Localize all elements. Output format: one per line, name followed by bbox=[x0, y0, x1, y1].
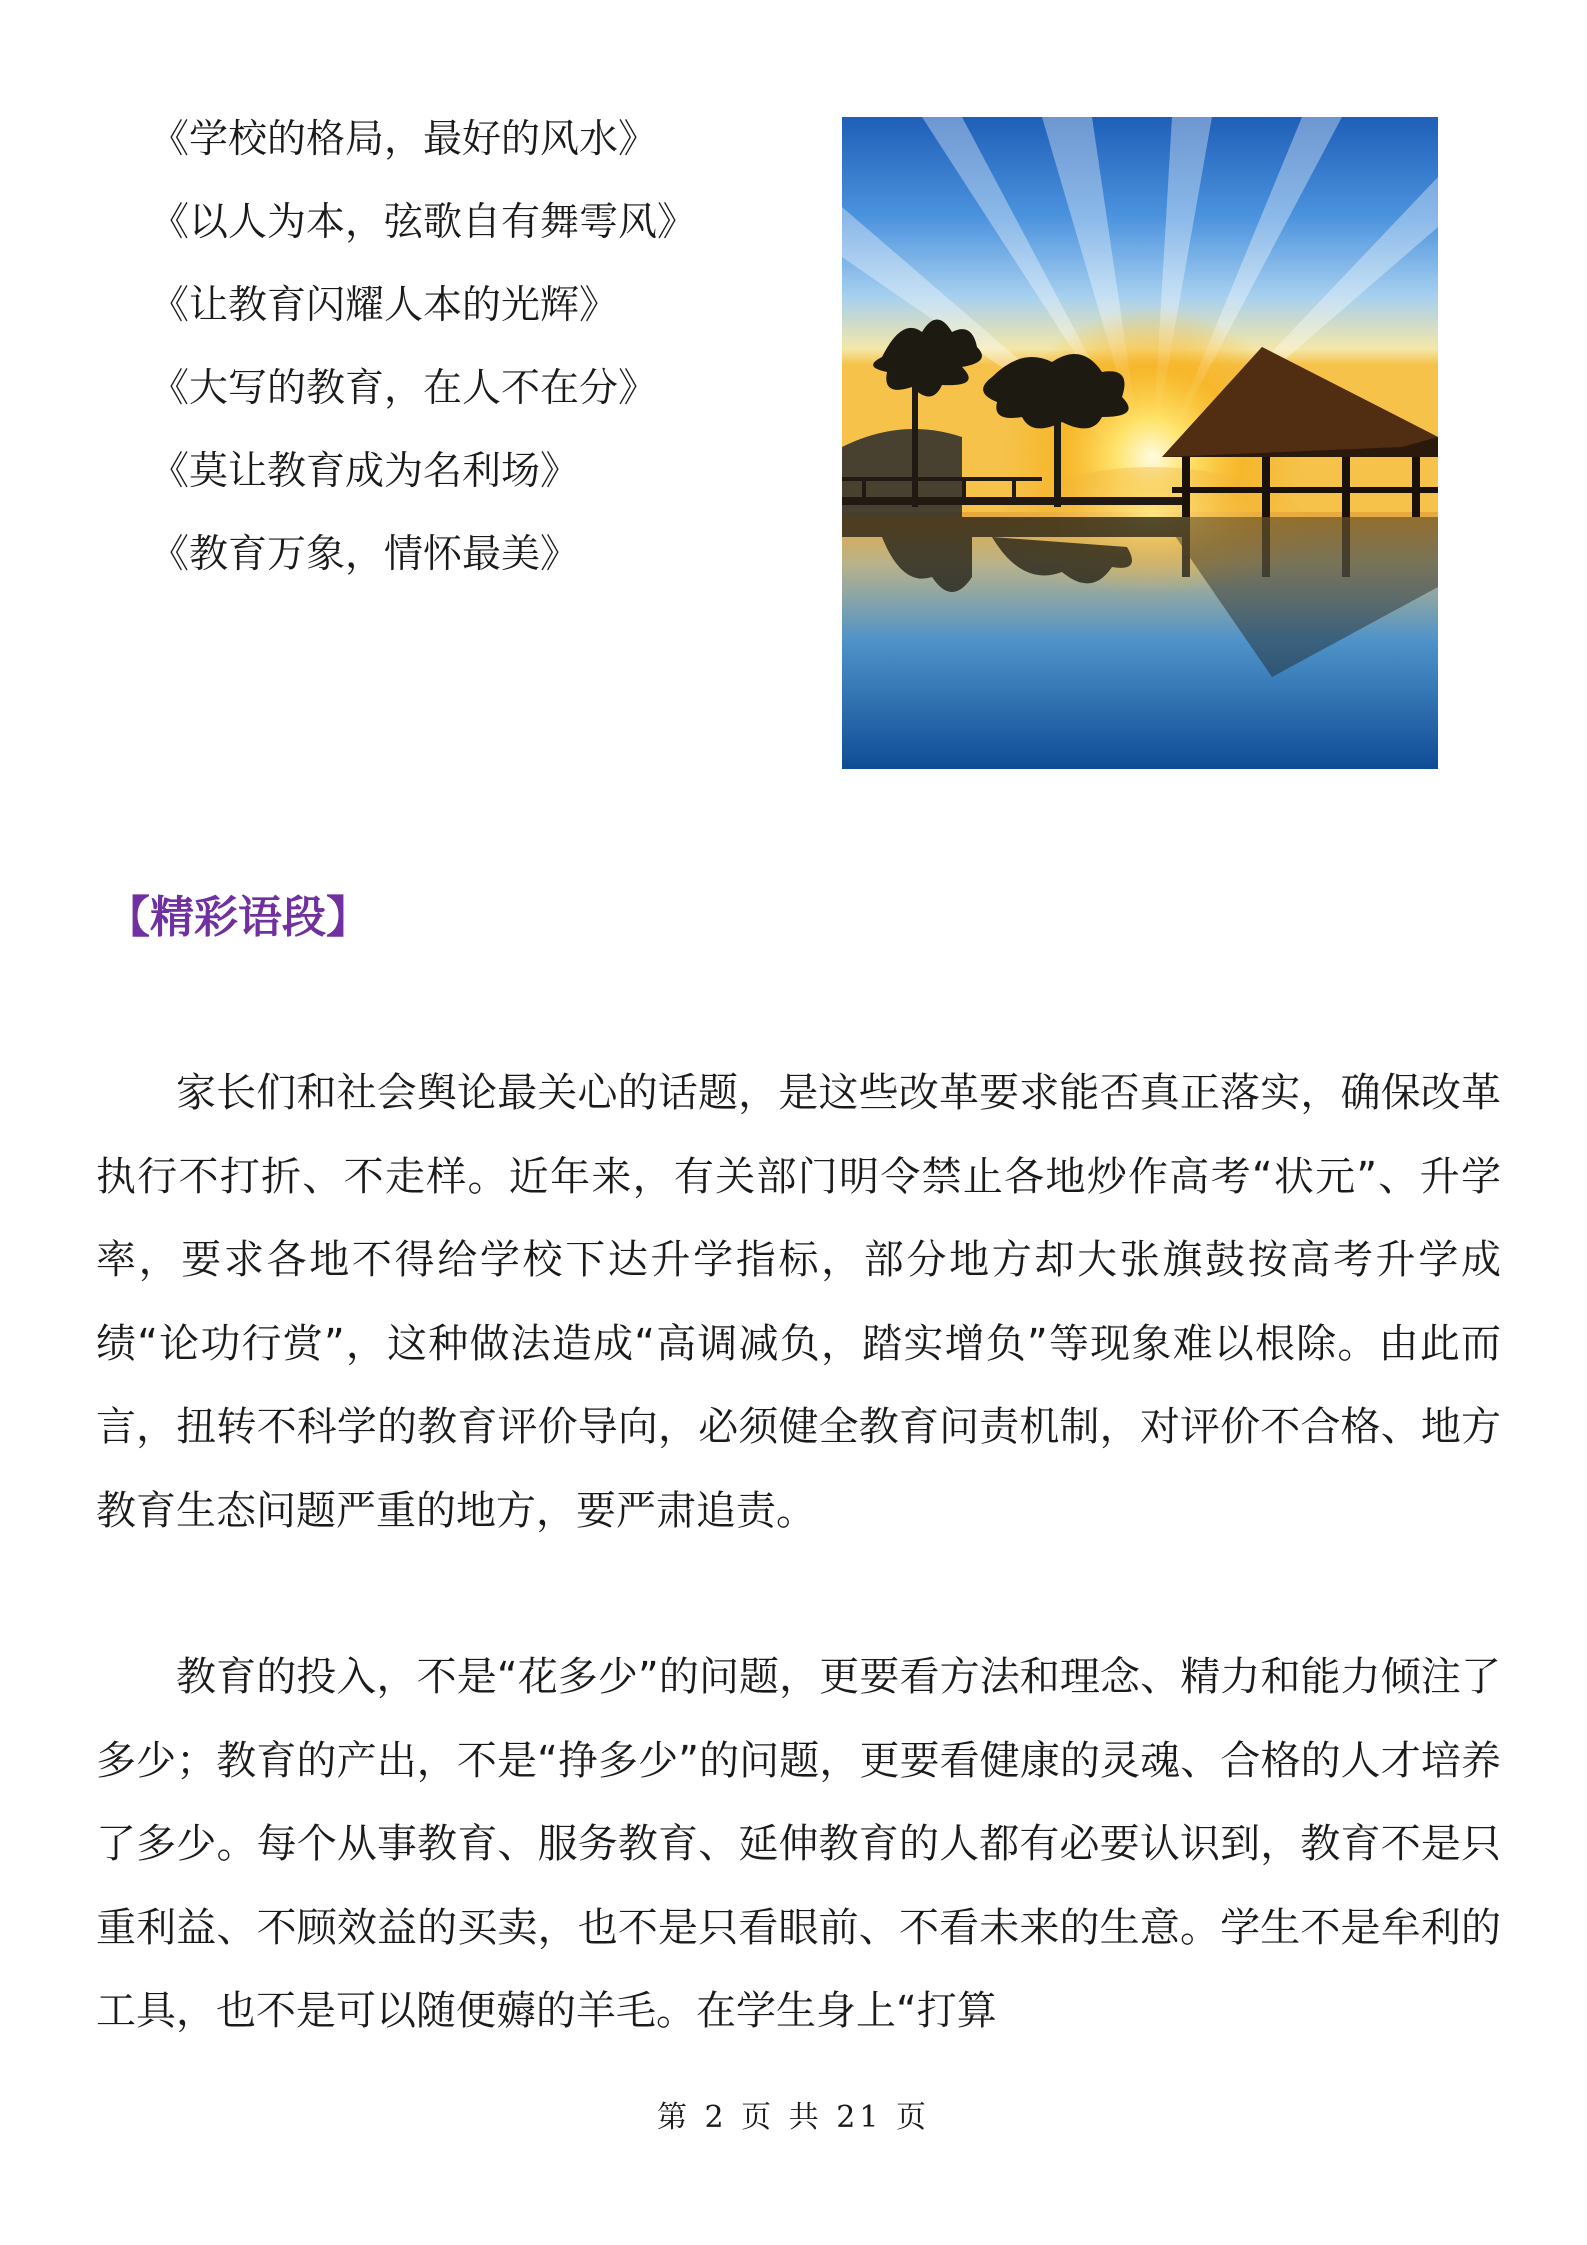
essay-title: 《以人为本，弦歌自有舞雩风》 bbox=[150, 200, 697, 245]
paragraph: 家长们和社会舆论最关心的话题，是这些改革要求能否真正落实，确保改革执行不打折、不走样。近年来，有关部门明令禁止各地炒作高考“状元”、升学率，要求各地不得给学校下达升学指标，部分地方却大张旗鼓按高考升学成绩“论功行赏”，这种做法造成“高调减负，踏实增负”等现象难以根除。由此而言，扭转不科学的教育评价导向，必须健全教育问责机制，对评价不合格、地方教育生态问题严重的地方，要严肃追责。 bbox=[96, 1070, 1501, 1534]
essay-title: 《学校的格局，最好的风水》 bbox=[150, 117, 658, 162]
essay-title: 《大写的教育，在人不在分》 bbox=[150, 366, 658, 411]
essay-title-list bbox=[150, 108, 830, 606]
paragraph: 教育的投入，不是“花多少”的问题，更要看方法和理念、精力和能力倾注了多少；教育的产出，不是“挣多少”的问题，更要看健康的灵魂、合格的人才培养了多少。每个从事教育、服务教育、延伸教育的人都有必要认识到，教育不是只重利益、不顾效益的买卖，也不是只看眼前、不看未来的生意。学生不是牟利的工具，也不是可以随便薅的羊毛。在学生身上“打算 bbox=[96, 1654, 1501, 2034]
essay-title: 《莫让教育成为名利场》 bbox=[150, 449, 580, 494]
section-heading: 【精彩语段】 bbox=[106, 892, 370, 943]
page-number: 第 2 页 共 21 页 bbox=[657, 2100, 930, 2135]
sunset-pool-photo bbox=[842, 117, 1438, 769]
essay-title: 《让教育闪耀人本的光辉》 bbox=[150, 283, 619, 328]
essay-title: 《教育万象，情怀最美》 bbox=[150, 532, 580, 577]
